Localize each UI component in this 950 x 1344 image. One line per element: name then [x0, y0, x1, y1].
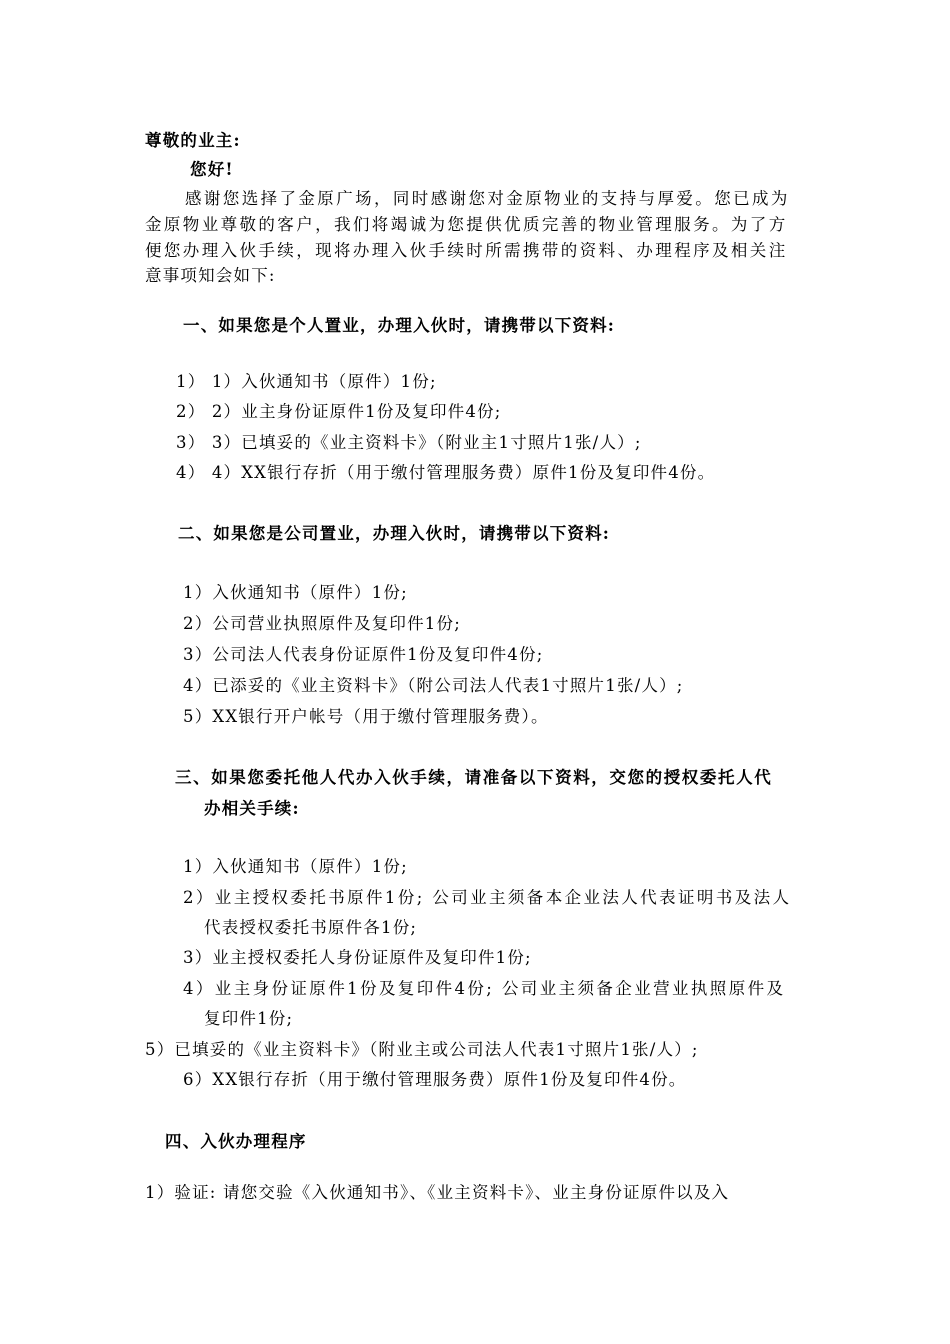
section3-item-3: 3）业主授权委托人身份证原件及复印件1份;: [183, 948, 532, 967]
section1-item-1: 1） 1）入伙通知书（原件）1份;: [176, 372, 437, 391]
section3-item-6: 6）XX银行存折（用于缴付管理服务费）原件1份及复印件4份。: [183, 1070, 687, 1089]
intro-line-3: 便您办理入伙手续，现将办理入伙手续时所需携带的资料、办理程序及相关注: [145, 241, 788, 260]
section1-heading: 一、如果您是个人置业，办理入伙时，请携带以下资料:: [183, 316, 616, 335]
section2-item-2: 2）公司营业执照原件及复印件1份;: [183, 614, 461, 633]
section4-heading: 四、入伙办理程序: [165, 1132, 307, 1151]
section2-item-4: 4）已添妥的《业主资料卡》（附公司法人代表1寸照片1张/人）;: [183, 676, 684, 695]
section2-item-5: 5）XX银行开户帐号（用于缴付管理服务费）。: [183, 707, 549, 726]
section3-item-2: 2）业主授权委托书原件1份; 公司业主须备本企业法人代表证明书及法人: [183, 888, 792, 907]
section2-item-3: 3）公司法人代表身份证原件1份及复印件4份;: [183, 645, 544, 664]
section3-heading-line-2: 办相关手续:: [204, 799, 300, 818]
section1-item-4: 4） 4）XX银行存折（用于缴付管理服务费）原件1份及复印件4份。: [176, 463, 716, 482]
section3-heading-line-1: 三、如果您委托他人代办入伙手续，请准备以下资料，交您的授权委托人代: [175, 768, 773, 787]
section3-item-2-cont: 代表授权委托书原件各1份;: [204, 918, 418, 937]
intro-line-4: 意事项知会如下:: [145, 266, 276, 285]
section3-item-1: 1）入伙通知书（原件）1份;: [183, 857, 408, 876]
intro-line-1: 感谢您选择了金原广场，同时感谢您对金原物业的支持与厚爱。您已成为: [185, 189, 790, 208]
hello-line: 您好!: [190, 160, 234, 179]
section3-item-4: 4）业主身份证原件1份及复印件4份; 公司业主须备企业营业执照原件及: [183, 979, 786, 998]
intro-line-2: 金原物业尊敬的客户，我们将竭诚为您提供优质完善的物业管理服务。为了方: [145, 215, 788, 234]
greeting: 尊敬的业主:: [145, 131, 241, 150]
section2-heading: 二、如果您是公司置业，办理入伙时，请携带以下资料:: [178, 524, 611, 543]
section1-item-2: 2） 2）业主身份证原件1份及复印件4份;: [176, 402, 502, 421]
section3-item-4-cont: 复印件1份;: [204, 1009, 294, 1028]
section4-item-1: 1）验证: 请您交验《入伙通知书》、《业主资料卡》、业主身份证原件以及入: [145, 1183, 730, 1202]
section1-item-3: 3） 3）已填妥的《业主资料卡》（附业主1寸照片1张/人）;: [176, 433, 642, 452]
section2-item-1: 1）入伙通知书（原件）1份;: [183, 583, 408, 602]
section3-item-5: 5）已填妥的《业主资料卡》（附业主或公司法人代表1寸照片1张/人）;: [145, 1040, 699, 1059]
